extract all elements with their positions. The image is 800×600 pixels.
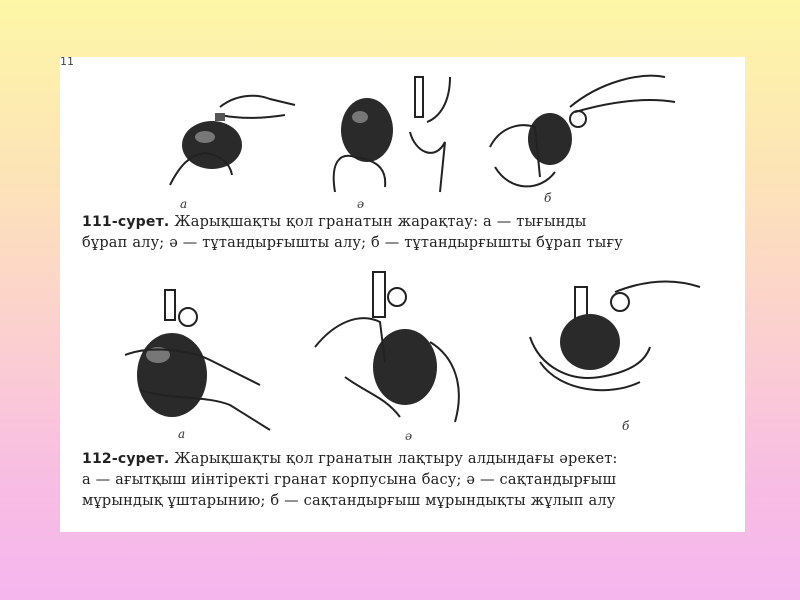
caption-111-line1 xyxy=(82,212,623,233)
illustration-112b xyxy=(520,267,710,407)
label-112b: б xyxy=(622,419,630,433)
caption-112-line3: мұрындық ұштарынию; б — сақтандырғыш мұрындықты жұлып алу xyxy=(82,493,616,509)
grenade-unscrew-plug-drawing xyxy=(160,75,310,195)
grenade-pull-pin-drawing xyxy=(520,267,710,407)
label-111ae: ә xyxy=(357,197,365,211)
illustration-112ae xyxy=(305,267,475,427)
caption-112-line2: а — ағытқыш иінтіректі гранат корпусына басу; ә — сақтандырғыш xyxy=(82,472,617,488)
illustration-112a xyxy=(110,285,280,435)
label-111a: а xyxy=(180,197,188,211)
label-112a: а xyxy=(178,427,186,441)
caption-111-line2: бұрап алу; ә — тұтандырғышты алу; б — тұтандырғышты бұрап тығу xyxy=(82,235,623,251)
illustration-111a xyxy=(160,75,310,195)
textbook-page xyxy=(60,57,745,532)
caption-111-number: 111-сурет. xyxy=(82,214,170,230)
caption-111-text1: Жарықшақты қол гранатын жарақтау: а — тығынды xyxy=(174,214,587,230)
illustration-111ae xyxy=(315,72,475,202)
caption-112-text1: Жарықшақты қол гранатын лақтыру алдындағы әрекет: xyxy=(174,451,618,467)
caption-111 xyxy=(82,212,623,254)
illustration-111b xyxy=(480,67,680,197)
grenade-press-lever-drawing xyxy=(110,285,280,435)
caption-112 xyxy=(82,449,618,512)
grenade-bend-pin-drawing xyxy=(305,267,475,427)
caption-112-number: 112-сурет. xyxy=(82,451,170,467)
grenade-screw-in-fuse-drawing xyxy=(480,67,680,197)
corner-mark: 11 xyxy=(60,55,74,68)
grenade-remove-fuse-drawing xyxy=(315,72,475,202)
label-111b: б xyxy=(544,191,552,205)
caption-112-line1 xyxy=(82,449,618,470)
label-112ae: ә xyxy=(405,429,413,443)
